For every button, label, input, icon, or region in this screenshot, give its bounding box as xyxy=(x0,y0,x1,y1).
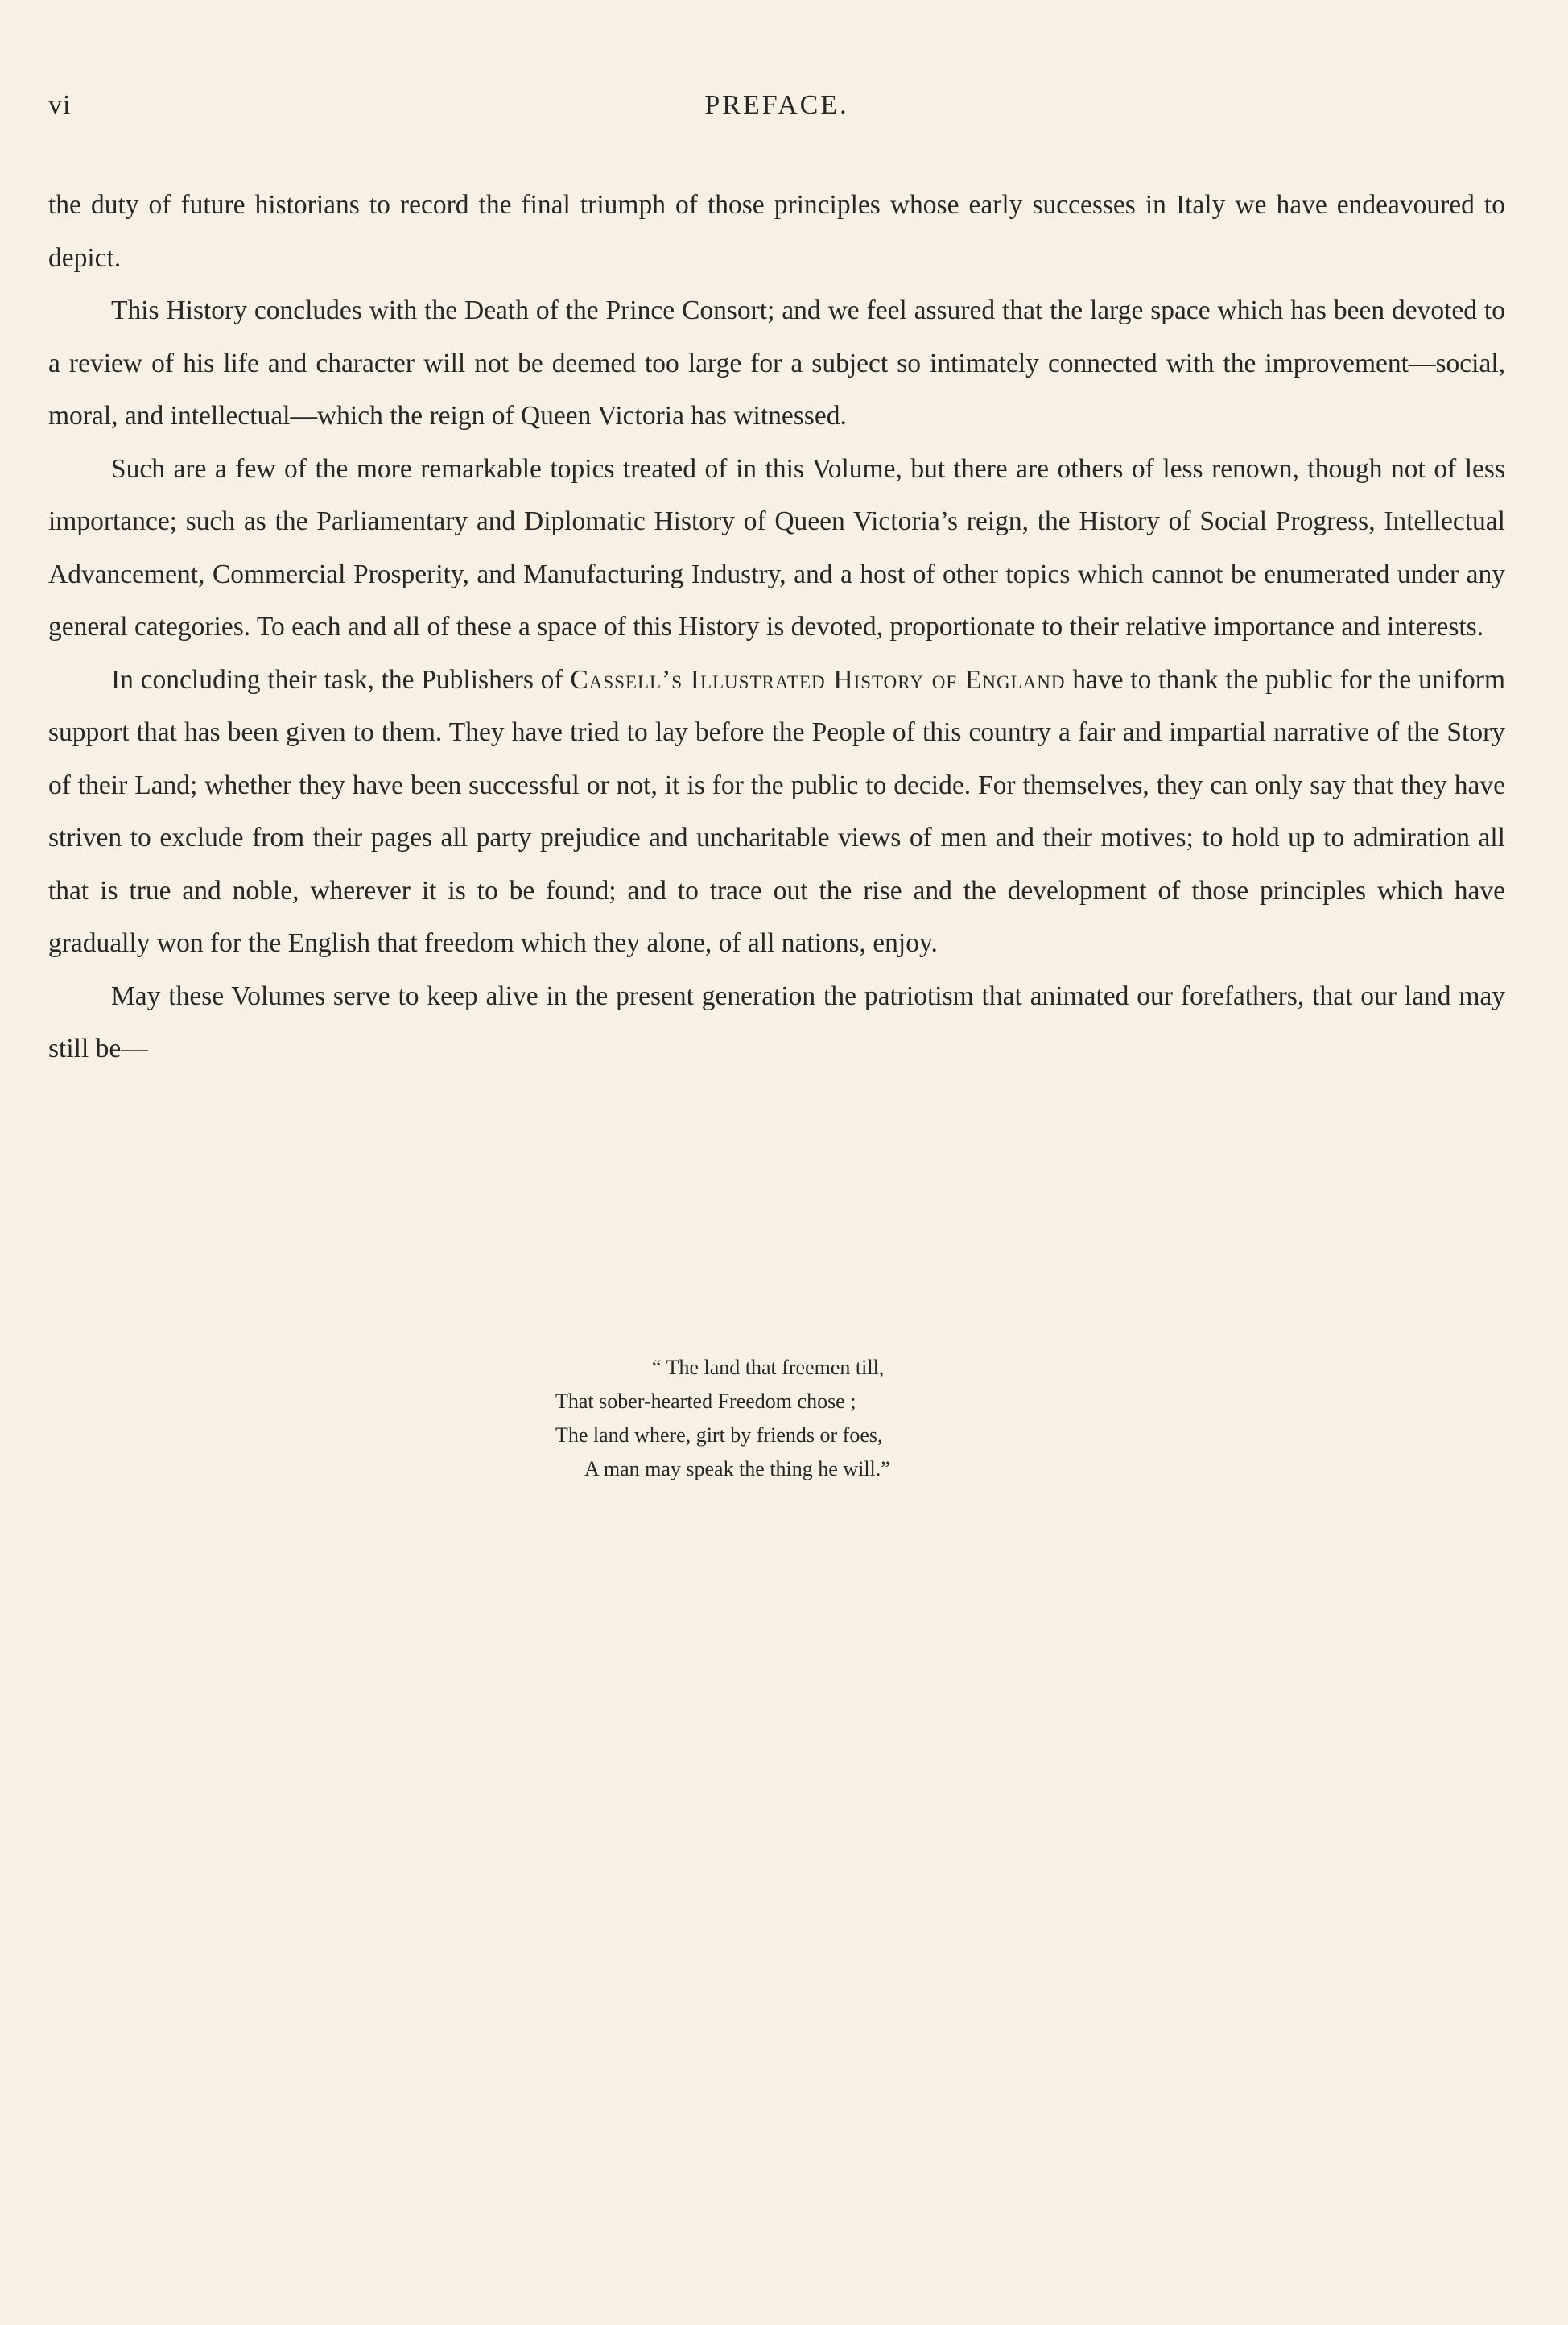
preface-body xyxy=(48,179,1505,1076)
verse-line-4: A man may speak the thing he will.” xyxy=(584,1457,890,1480)
paragraph-4-rest: have to thank the public for the uniform support that has been given to them. They have tried to lay before the People of this country a fair and impartial narrative of the Story of their Land; whether they have been successful or not, it is for the public to decide. For themselves, they can only say that they have striven to exclude from their pages all party prejudice and uncharitable views of men and their motives; to hold up to admiration all that is true and noble, wherever it is to be found; and to trace out the rise and the development of those principles which have gradually won for the English that freedom which they alone, of all nations, enjoy. xyxy=(48,664,1506,958)
verse-line-1: “ The land that freemen till, xyxy=(652,1356,885,1379)
page-number: vi xyxy=(48,90,72,120)
verse-line-3: The land where, girt by friends or foes, xyxy=(555,1423,883,1447)
paragraph-1: the duty of future historians to record the final triumph of those principles whose early successes in Italy we have endeavoured to depict. xyxy=(48,190,1505,273)
page-header xyxy=(48,90,1505,130)
paragraph-2: This History concludes with the Death of the Prince Consort; and we feel assured that the large space which has been devoted to a review of his life and character will not be deemed too large for a subject so intimately connected with the improvement—social, moral, and intellectual—which the reign of Queen Victoria has witnessed. xyxy=(48,295,1505,431)
paragraph-4-lead: In concluding their task, the Publishers of xyxy=(111,664,571,695)
paragraph-4 xyxy=(48,654,1505,970)
paragraph-5: May these Volumes serve to keep alive in the present generation the patriotism that animated our forefathers, that our land may still be— xyxy=(48,981,1505,1063)
paragraph-3: Such are a few of the more remarkable topics treated of in this Volume, but there are others of less renown, though not of less importance; such as the Parliamentary and Diplomatic History of Queen Victoria’s reign, the History of Social Progress, Intellectual Advancement, Commercial Prosperity, and Manufacturing Industry, and a host of other topics which cannot be enumerated under any general categories. To each and all of these a space of this History is devoted, proportionate to their relative importance and interests. xyxy=(48,453,1505,642)
verse-line-2: That sober-hearted Freedom chose ; xyxy=(555,1390,856,1413)
verse-quotation xyxy=(555,1351,1006,1486)
running-head: PREFACE. xyxy=(704,90,849,120)
book-title: Cassell’s Illustrated History of England xyxy=(570,664,1066,695)
